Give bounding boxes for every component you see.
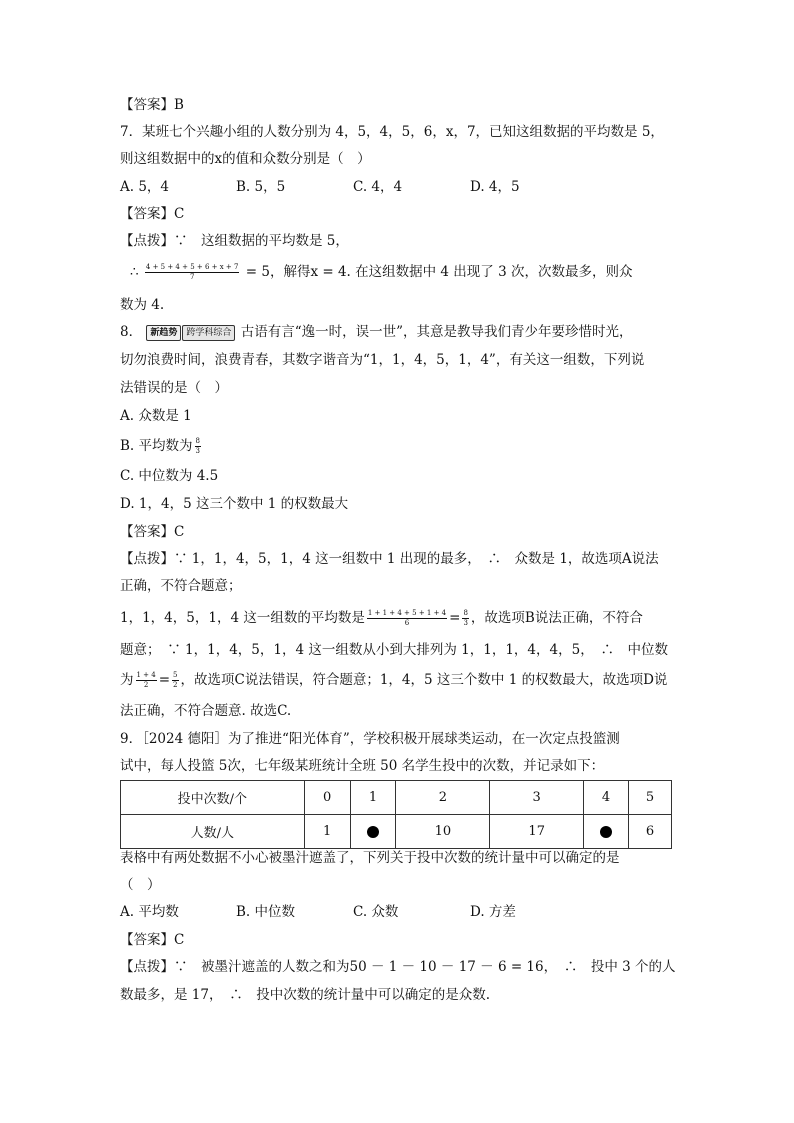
hint-8-text-d: ，故选项C说法错误，符合题意；1，4，5 这三个数中 1 的权数最大，故选项D说 (180, 672, 668, 688)
table-cell: 6 (629, 815, 672, 849)
option-8b-text: B. 平均数为 (120, 438, 193, 454)
question-8-line1 (120, 322, 633, 342)
question-8-line2: 切勿浪费时间，浪费青春，其数字谐音为“1，1，4，5，1，4”，有关这一组数，下列说 (120, 352, 645, 368)
answer-9: 【答案】C (120, 932, 185, 948)
option-8c: C. 中位数为 4.5 (120, 468, 219, 484)
equals-sign: = (158, 672, 171, 688)
cross-subject-badge: 跨学科综合 (182, 325, 235, 341)
question-number: 8． (120, 324, 143, 340)
hint-7-line2 (120, 262, 632, 282)
fraction-denominator: 7 (189, 273, 195, 281)
hint-9-line1: 【点拨】∵ 被墨汁遮盖的人数之和为50 － 1 － 10 － 17 － 6 = 16， ∴ 投中 3 个的人 (120, 959, 676, 975)
fraction (367, 609, 447, 628)
table-row-header (121, 781, 672, 815)
fraction-numerator: 8 (195, 437, 200, 445)
hint-8-text-b: ，故选项B说法正确，不符合 (470, 610, 643, 626)
table-cell: 10 (396, 815, 490, 849)
option-d: D. 方差 (470, 904, 516, 920)
table-cell: 17 (490, 815, 584, 849)
table-cell-ink-covered (584, 815, 629, 849)
option-8b (120, 436, 203, 456)
option-a: A. 5，4 (120, 179, 170, 195)
question-9-line2: 试中，每人投篮 5次，七年级某班统计全班 50 名学生投中的次数，并记录如下： (120, 758, 605, 774)
fraction (195, 437, 201, 456)
option-c: C. 4，4 (353, 179, 403, 195)
option-a: A. 平均数 (120, 904, 179, 920)
equals-sign: = (449, 610, 461, 626)
table-cell: 1 (350, 781, 396, 815)
table-cell-ink-covered (350, 815, 396, 849)
table-cell: 0 (304, 781, 350, 815)
answer-6: 【答案】B (120, 97, 184, 113)
answer-8: 【答案】C (120, 524, 185, 540)
question-8-text: 古语有言“逸一时，误一世”，其意是教导我们青少年要珍惜时光， (240, 324, 633, 340)
question-7-line2: 则这组数据中的x的值和众数分别是（ ） (120, 151, 371, 167)
fraction (172, 671, 178, 690)
fraction-numerator: 8 (463, 609, 468, 617)
option-c: C. 众数 (353, 904, 399, 920)
fraction (462, 609, 468, 628)
fraction-denominator: 3 (463, 619, 468, 627)
table-cell: 5 (629, 781, 672, 815)
shots-table (120, 780, 672, 849)
option-b: B. 中位数 (236, 904, 296, 920)
fraction-denominator: 3 (195, 447, 200, 455)
fraction-numerator: 5 (173, 671, 178, 679)
therefore-symbol: ∴ (130, 264, 139, 280)
hint-8-line2: 正确，不符合题意； (120, 578, 242, 594)
hint-8-line3 (120, 608, 643, 628)
question-8-line3: 法错误的是（ ） (120, 380, 228, 396)
table-cell: 4 (584, 781, 629, 815)
table-cell: 3 (490, 781, 584, 815)
hint-8-line6: 法正确，不符合题意. 故选C. (120, 703, 292, 719)
hint-8-text-c: 为 (120, 672, 134, 688)
hint-7-line1: 【点拨】∵ 这组数据的平均数是 5， (120, 233, 349, 249)
fraction-numerator: 1 + 4 (136, 671, 156, 679)
hint-9-line2: 数最多，是 17， ∴ 投中次数的统计量中可以确定的是众数. (120, 987, 491, 1003)
fraction-denominator: 6 (404, 619, 410, 627)
question-9-line4: （ ） (120, 877, 161, 893)
fraction-denominator: 2 (143, 681, 149, 689)
question-9-line3: 表格中有两处数据不小心被墨汁遮盖了，下列关于投中次数的统计量中可以确定的是 (120, 850, 620, 866)
fraction (145, 263, 240, 282)
option-8d: D. 1，4，5 这三个数中 1 的权数最大 (120, 496, 349, 512)
table-cell: 1 (304, 815, 350, 849)
option-8a: A. 众数是 1 (120, 408, 192, 424)
hint-8-line4: 题意； ∵ 1，1，4，5，1，4 这一组数从小到大排列为 1，1，1，4，4，5， ∴ 中位数 (120, 642, 668, 658)
ink-blot-icon (367, 826, 379, 838)
fraction-denominator: 2 (173, 681, 178, 689)
fraction (136, 671, 157, 690)
answer-7: 【答案】C (120, 206, 185, 222)
hint-8-line5 (120, 670, 667, 690)
ink-blot-icon (600, 826, 612, 838)
question-7-line1: 7．某班七个兴趣小组的人数分别为 4，5，4，5，6，x，7，已知这组数据的平均数是 5， (120, 124, 664, 140)
new-trend-badge: 新趋势 (146, 325, 181, 341)
hint-7-line3: 数为 4. (120, 297, 165, 313)
hint-8-line1: 【点拨】∵ 1，1，4，5，1，4 这一组数中 1 出现的最多， ∴ 众数是 1，故选项A说法 (120, 551, 659, 567)
table-cell: 人数/人 (121, 815, 305, 849)
table-row-counts (121, 815, 672, 849)
table-cell: 投中次数/个 (121, 781, 305, 815)
question-9-line1: 9．［2024 德阳］为了推进“阳光体育”，学校积极开展球类运动，在一次定点投篮测 (120, 731, 620, 747)
fraction-numerator: 1 + 1 + 4 + 5 + 1 + 4 (367, 609, 447, 617)
option-b: B. 5，5 (236, 179, 286, 195)
table-cell: 2 (396, 781, 490, 815)
hint-8-text-a: 1，1，4，5，1，4 这一组数的平均数是 (120, 610, 365, 626)
hint-7-text: = 5，解得x = 4. 在这组数据中 4 出现了 3 次，次数最多，则众 (245, 264, 633, 280)
option-d: D. 4，5 (470, 179, 520, 195)
fraction-numerator: 4 + 5 + 4 + 5 + 6 + x + 7 (145, 263, 239, 271)
